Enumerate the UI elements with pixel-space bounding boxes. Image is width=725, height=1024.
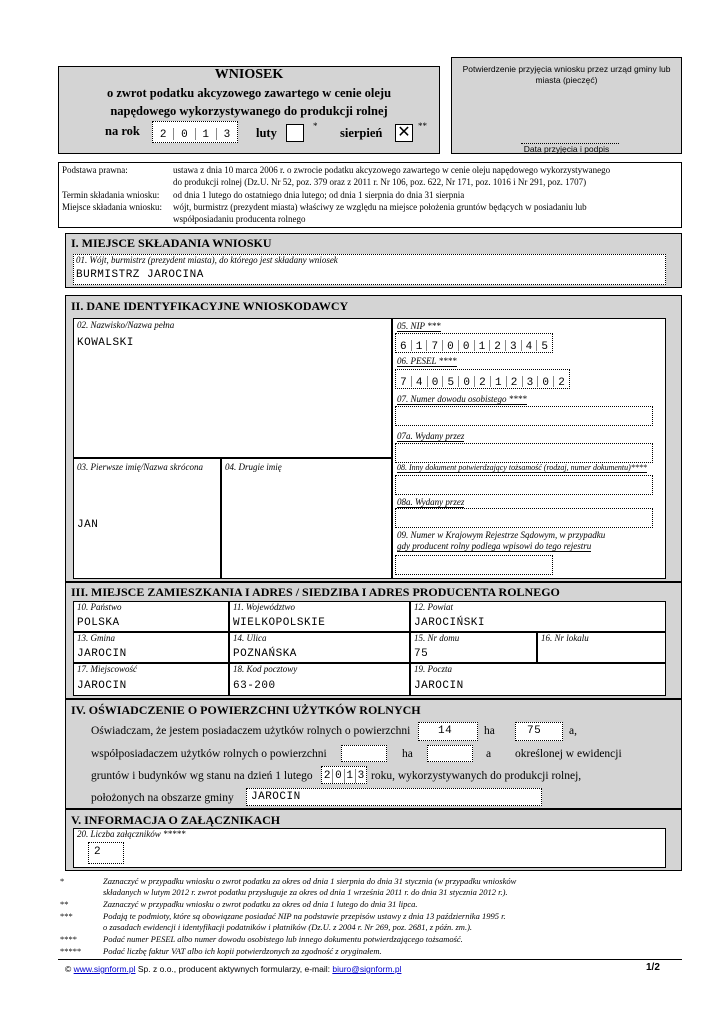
nip-digit: 1 <box>412 340 428 351</box>
declaration-line-2-tail: określonej w ewidencji <box>515 748 622 760</box>
year-label: na rok <box>105 124 140 138</box>
f05-star: *** <box>427 321 441 331</box>
year-input[interactable] <box>152 121 238 143</box>
footnote-text: Zaznaczyć w przypadku wniosku o zwrot podatku za okres od dnia 1 lutego do dnia 31 lipca. <box>103 899 418 909</box>
form-title: WNIOSEK <box>214 67 284 82</box>
f08a-input[interactable] <box>395 508 653 528</box>
f11-label: 11. Województwo <box>233 602 296 612</box>
land-year-digit: 2 <box>322 769 333 783</box>
luty-star: * <box>313 121 318 131</box>
f02-value: KOWALSKI <box>77 337 134 349</box>
f08-label <box>397 463 647 473</box>
f08-star: **** <box>630 463 647 472</box>
land-year-input[interactable] <box>321 766 367 784</box>
deadline-label: Termin składania wniosku: <box>62 190 160 200</box>
a2-label: a <box>486 748 492 760</box>
place-label: Miejsce składania wniosku: <box>62 202 162 212</box>
confirmation-text: Potwierdzenie przyjęcia wniosku przez urząd gminy lub miasta (pieczęć) <box>462 64 671 85</box>
pesel-digit: 3 <box>523 376 539 387</box>
f15-value: 75 <box>414 648 429 660</box>
f09-input[interactable] <box>395 555 553 575</box>
f11-value: WIELKOPOLSKIE <box>233 617 326 629</box>
f01-label: 01. Wójt, burmistrz (prezydent miasta), do którego jest składany wniosek <box>76 255 338 265</box>
land-year-digit: 0 <box>333 769 344 783</box>
f18-label: 18. Kod pocztowy <box>233 664 298 674</box>
footnote-text: Zaznaczyć w przypadku wniosku o zwrot podatku za okres od dnia 1 sierpnia do dnia 31 stycznia (w przypadku wniosków <box>103 876 517 886</box>
f06-label-text: 06. PESEL <box>397 356 437 366</box>
f13-value: JAROCIN <box>77 648 127 660</box>
f09-label-1: 09. Numer w Krajowym Rejestrze Sądowym, w przypadku <box>397 530 606 540</box>
f01-value: BURMISTRZ JAROCINA <box>76 269 204 281</box>
pesel-digit: 0 <box>538 376 554 387</box>
basis-text-2: do produkcji rolnej (Dz.U. Nr 52, poz. 379 oraz z 2011 r. Nr 106, poz. 622, Nr 171, poz. 1016 i Nr 291, poz. 1707) <box>173 177 587 187</box>
land-year-digit: 1 <box>345 769 356 783</box>
declaration-line-4: położonych na obszarze gminy <box>91 792 234 804</box>
f07-input[interactable] <box>395 406 653 426</box>
a2-input[interactable] <box>427 745 473 762</box>
footnote-text: Podać numer PESEL albo numer dowodu osobistego lub innego dokumentu potwierdzającego tożsamość. <box>103 934 463 944</box>
f13-label: 13. Gmina <box>77 633 115 643</box>
f06-star: **** <box>438 356 457 366</box>
basis-label: Podstawa prawna: <box>62 165 128 175</box>
form-subtitle-2: napędowego wykorzystywanego do produkcji rolnej <box>110 104 388 118</box>
basis-text-1: ustawa z dnia 10 marca 2006 r. o zwrocie podatku akcyzowego zawartego w cenie oleju napędowego wykorzystywanego <box>173 165 611 175</box>
ha-value: 14 <box>438 725 453 737</box>
pesel-digit: 2 <box>507 376 523 387</box>
a-value: 75 <box>527 725 542 737</box>
section-2-title: II. DANE IDENTYFIKACYJNE WNIOSKODAWCY <box>71 299 349 313</box>
f12-value: JAROCIŃSKI <box>414 617 486 629</box>
declaration-line-1: Oświadczam, że jestem posiadaczem użytków rolnych o powierzchni <box>91 725 411 737</box>
f08-input[interactable] <box>395 475 653 495</box>
f07-star: **** <box>508 394 527 404</box>
footer-website-link[interactable]: www.signform.pl <box>73 964 136 974</box>
f07-label-text: 07. Numer dowodu osobistego <box>397 394 507 404</box>
f07a-input[interactable] <box>395 443 653 463</box>
f03-value: JAN <box>77 519 99 531</box>
sierpien-star: ** <box>418 121 427 131</box>
declaration-line-3: gruntów i budynków wg stanu na dzień 1 lutego <box>91 770 313 782</box>
f06-label <box>397 356 457 367</box>
footnote-mark: **** <box>60 934 77 944</box>
pesel-digit: 4 <box>412 376 428 387</box>
nip-digit: 7 <box>427 340 443 351</box>
f04-label: 04. Drugie imię <box>225 462 282 472</box>
f12-label: 12. Powiat <box>414 602 454 612</box>
f05-label <box>397 321 441 332</box>
deadline-text: od dnia 1 lutego do ostatniego dnia lutego; od dnia 1 sierpnia do dnia 31 sierpnia <box>173 190 465 200</box>
sierpien-mark: ✕ <box>397 124 411 141</box>
f10-label: 10. Państwo <box>77 602 122 612</box>
ha2-label: ha <box>402 748 413 760</box>
footer-copy: © <box>65 964 74 974</box>
section-1-title: I. MIEJSCE SKŁADANIA WNIOSKU <box>71 236 272 250</box>
footer-middle: Sp. z o.o., producent aktywnych formularzy, e-mail: <box>135 964 333 974</box>
f14-label: 14. Ulica <box>233 633 267 643</box>
f20-star: ***** <box>163 829 186 839</box>
nip-digit: 1 <box>475 340 491 351</box>
pesel-digit: 0 <box>459 376 475 387</box>
declaration-line-3-tail: roku, wykorzystywanych do produkcji rolnej, <box>371 770 582 782</box>
pesel-digit: 1 <box>491 376 507 387</box>
f19-value: JAROCIN <box>414 680 464 692</box>
footer-text <box>65 964 401 974</box>
f19-label: 19. Poczta <box>414 664 452 674</box>
sierpien-label: sierpień <box>340 126 383 140</box>
footer-line <box>58 959 682 960</box>
pesel-digit: 5 <box>443 376 459 387</box>
gmina-value: JAROCIN <box>251 791 301 803</box>
f20-label-text: 20. Liczba załączników <box>77 829 161 839</box>
place-text-1: wójt, burmistrz (prezydent miasta) właściwy ze względu na miejsce położenia gruntów będących w posiadaniu lub <box>173 202 587 212</box>
footnote-mark: *** <box>60 911 73 921</box>
f17-value: JAROCIN <box>77 680 127 692</box>
luty-label: luty <box>256 126 277 140</box>
footer-email-link[interactable]: biuro@signform.pl <box>332 964 402 974</box>
f08a-label: 08a. Wydany przez <box>397 497 465 507</box>
f02-label: 02. Nazwisko/Nazwa pełna <box>77 320 175 330</box>
nip-digit: 0 <box>443 340 459 351</box>
f14-value: POZNAŃSKA <box>233 648 297 660</box>
nip-digit: 3 <box>506 340 522 351</box>
pesel-digit: 2 <box>475 376 491 387</box>
pesel-digit: 2 <box>558 377 565 389</box>
luty-checkbox[interactable] <box>286 124 304 142</box>
ha-label: ha <box>484 725 495 737</box>
nip-input[interactable] <box>395 333 553 353</box>
section-5-title: V. INFORMACJA O ZAŁĄCZNIKACH <box>71 813 281 827</box>
pesel-input[interactable] <box>395 369 570 389</box>
declaration-line-2: współposiadaczem użytków rolnych o powierzchni <box>91 748 327 760</box>
footnote-text: Podać liczbę faktur VAT albo ich kopii potwierdzonych za zgodność z oryginałem. <box>103 946 382 956</box>
year-digit: 1 <box>196 128 217 140</box>
nip-digit: 5 <box>541 341 548 353</box>
year-digit: 0 <box>174 128 195 140</box>
section-4-title: IV. OŚWIADCZENIE O POWIERZCHNI UŻYTKÓW ROLNYCH <box>71 703 421 717</box>
f17-label: 17. Miejscowość <box>77 664 137 674</box>
f10-value: POLSKA <box>77 617 120 629</box>
footnote-text: składanych w lutym 2012 r. zwrot podatku przysługuje za okres od dnia 1 września 2011 r. do dnia 31 stycznia 2012 r.). <box>103 887 508 897</box>
f09-label-2: gdy producent rolny podlega wpisowi do tego rejestru <box>397 541 592 551</box>
f08-label-text: 08. Inny dokument potwierdzający tożsamość (rodzaj, numer dokumentu) <box>397 463 631 472</box>
ha2-input[interactable] <box>341 745 387 762</box>
pesel-digit: 0 <box>428 376 444 387</box>
nip-digit: 2 <box>490 340 506 351</box>
f03-label: 03. Pierwsze imię/Nazwa skrócona <box>77 462 203 472</box>
footnote-mark: ** <box>60 899 69 909</box>
nip-digit: 6 <box>396 340 412 351</box>
f18-value: 63-200 <box>233 680 276 692</box>
form-subtitle-1: o zwrot podatku akcyzowego zawartego w cenie oleju <box>106 86 392 100</box>
nip-digit: 4 <box>522 340 538 351</box>
confirmation-date-label: Data przyjęcia i podpis <box>523 144 610 154</box>
f04-field[interactable] <box>221 458 392 579</box>
place-text-2: współposiadaniu producenta rolnego <box>173 214 306 224</box>
year-digit: 2 <box>153 128 174 140</box>
section-3-title: III. MIEJSCE ZAMIESZKANIA I ADRES / SIEDZIBA I ADRES PRODUCENTA ROLNEGO <box>71 585 560 599</box>
f07a-label: 07a. Wydany przez <box>397 431 465 441</box>
f20-label <box>77 829 186 839</box>
nip-digit: 0 <box>459 340 475 351</box>
year-digit: 3 <box>223 129 231 141</box>
land-year-digit: 3 <box>357 770 365 782</box>
footnote-mark: ***** <box>60 946 82 956</box>
sierpien-checkbox[interactable] <box>395 124 413 142</box>
f05-label-text: 05. NIP <box>397 321 425 331</box>
pesel-digit: 7 <box>396 376 412 387</box>
f20-value: 2 <box>94 846 102 858</box>
footnote-text: o zasadach ewidencji i identyfikacji podatników i płatników (Dz.U. z 2004 r. Nr 269, poz. 2681, z późn. zm.). <box>103 922 473 932</box>
footnote-mark: * <box>60 876 65 886</box>
footnote-text: Podają te podmioty, które są obowiązane posiadać NIP na podstawie przepisów ustawy z dnia 13 października 1995 r. <box>103 911 506 921</box>
f16-label: 16. Nr lokalu <box>541 633 589 643</box>
f07-label <box>397 394 527 405</box>
a-label: a, <box>569 725 577 737</box>
f15-label: 15. Nr domu <box>414 633 460 643</box>
page-number: 1/2 <box>646 962 660 973</box>
